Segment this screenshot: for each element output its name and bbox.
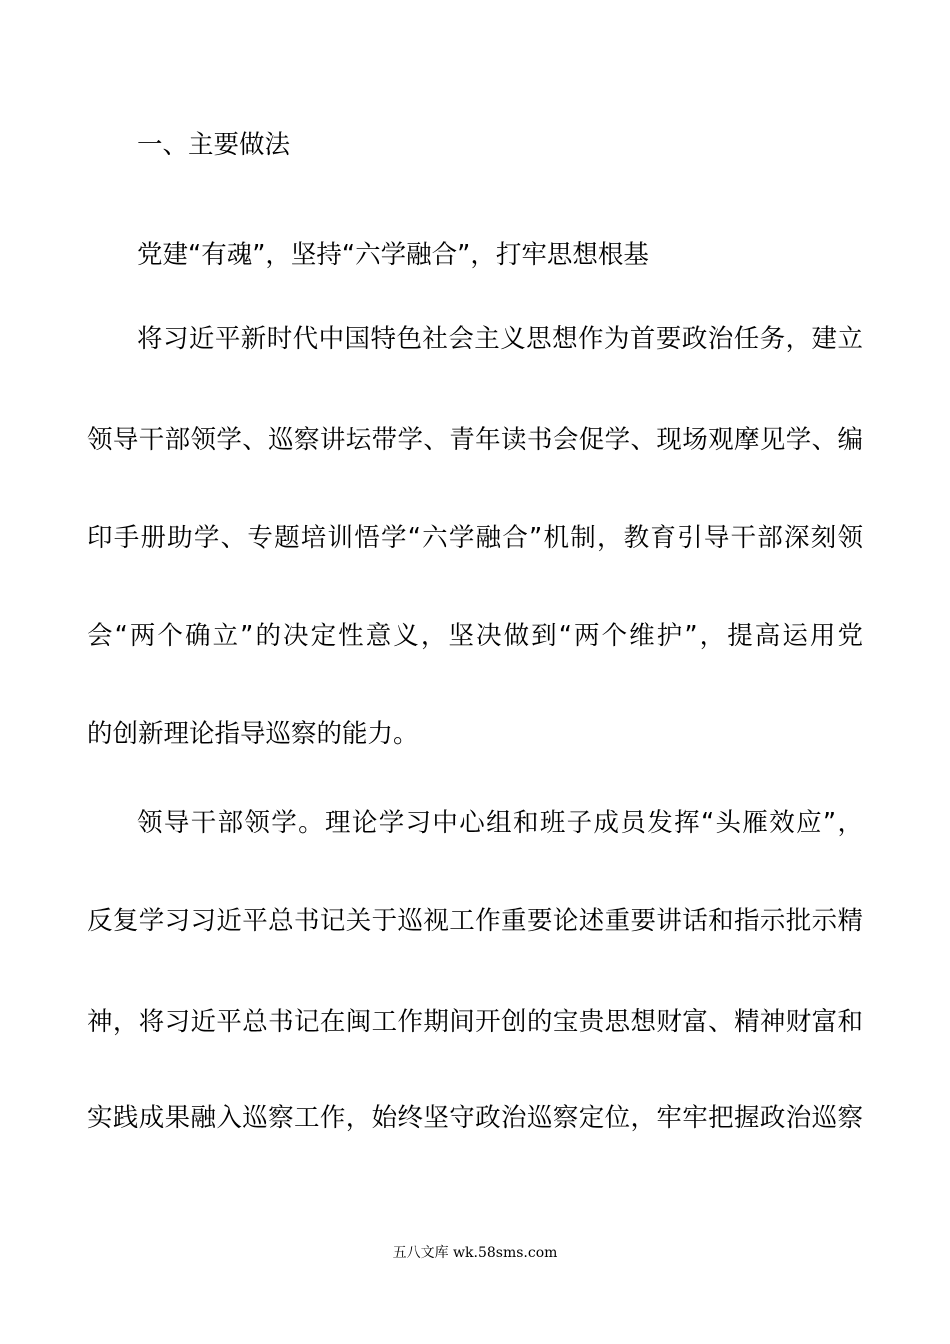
paragraph-line: 神，将习近平总书记在闽工作期间开创的宝贵思想财富、精神财富和 bbox=[87, 1007, 863, 1037]
paragraph-line: 会“两个确立”的决定性意义，坚决做到“两个维护”，提高运用党 bbox=[87, 621, 863, 651]
paragraph-line: 印手册助学、专题培训悟学“六学融合”机制，教育引导干部深刻领 bbox=[87, 523, 863, 553]
section-heading: 一、主要做法 bbox=[137, 130, 291, 160]
paragraph-line: 领导干部领学。理论学习中心组和班子成员发挥“头雁效应”， bbox=[137, 808, 863, 838]
paragraph-line: 实践成果融入巡察工作，始终坚守政治巡察定位，牢牢把握政治巡察 bbox=[87, 1103, 863, 1133]
paragraph-line: 领导干部领学、巡察讲坛带学、青年读书会促学、现场观摩见学、编 bbox=[87, 425, 863, 455]
paragraph-line: 的创新理论指导巡察的能力。 bbox=[87, 719, 419, 749]
footer-watermark: 五八文库 wk.58sms.com bbox=[392, 1245, 558, 1261]
section-subheading: 党建“有魂”，坚持“六学融合”，打牢思想根基 bbox=[137, 240, 649, 270]
paragraph-line: 将习近平新时代中国特色社会主义思想作为首要政治任务，建立 bbox=[137, 324, 863, 354]
paragraph-line: 反复学习习近平总书记关于巡视工作重要论述重要讲话和指示批示精 bbox=[87, 906, 863, 936]
